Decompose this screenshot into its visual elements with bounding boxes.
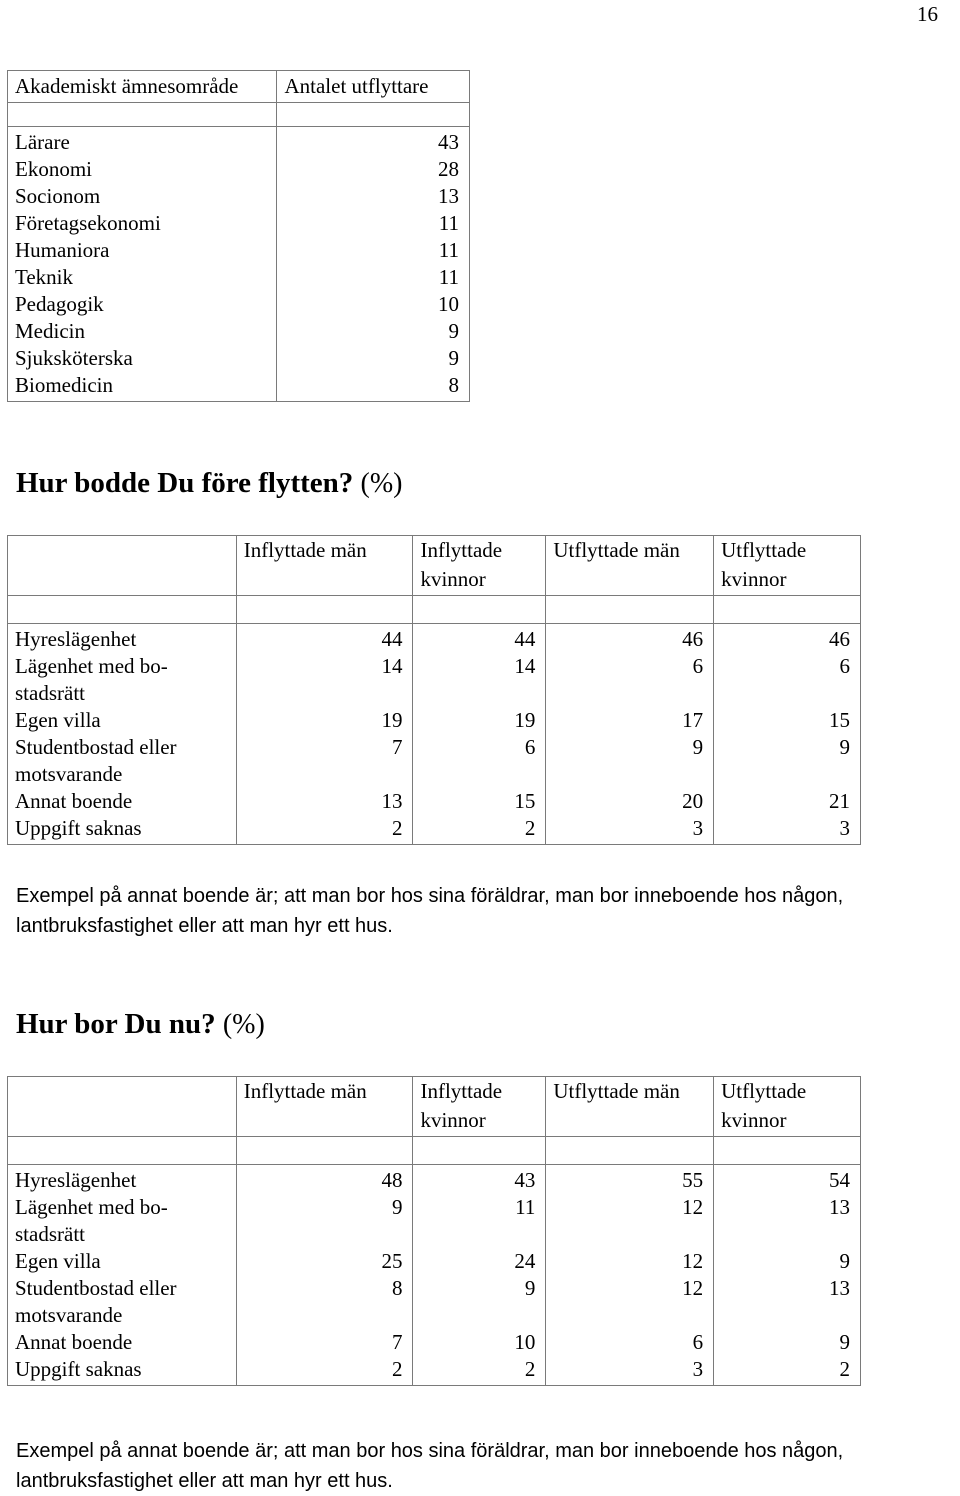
- row-value: 2: [524, 816, 536, 840]
- row-value: 19: [381, 708, 403, 732]
- subjects-value-column: [277, 127, 470, 402]
- row-label: Hyreslägenhet: [15, 1168, 137, 1192]
- row-value: 3: [692, 1357, 704, 1381]
- section2-header-utflyttade-man: Utflyttade män: [546, 1077, 714, 1137]
- section2-header-utflyttade-kvinnor: Utflyttade kvinnor: [714, 1077, 861, 1137]
- row-value: 13: [829, 1276, 850, 1300]
- row-value: 9: [524, 1276, 536, 1300]
- row-value: 6: [524, 735, 536, 759]
- section2-value-column-2: [413, 1165, 546, 1386]
- page-number: 16: [917, 2, 938, 26]
- subject-value: 13: [438, 184, 459, 208]
- subject-value: 10: [438, 292, 459, 316]
- row-value: 54: [829, 1168, 850, 1192]
- section1-unit: (%): [360, 468, 403, 499]
- row-value: 9: [839, 1249, 850, 1273]
- section2-heading: [16, 1008, 265, 1041]
- row-value: 2: [839, 1357, 850, 1381]
- section2-title: Hur bor Du nu?: [16, 1008, 216, 1040]
- row-value: 7: [391, 735, 403, 759]
- subject-value: 11: [438, 265, 459, 289]
- section2-note: Exempel på annat boende är; att man bor hos sina föräldrar, man bor inneboende hos någon, lantbruksfastighet eller att man hyr ett hus.: [16, 1440, 844, 1492]
- section1-heading: [16, 467, 403, 500]
- subject-label: Medicin: [15, 319, 85, 343]
- row-label: Egen villa: [15, 1249, 101, 1273]
- section1-spacer-row: [8, 596, 861, 624]
- subject-label: Ekonomi: [15, 157, 92, 181]
- subjects-body-row: [8, 127, 470, 402]
- section2-unit: (%): [222, 1009, 265, 1040]
- row-value: 12: [682, 1276, 704, 1300]
- row-value: 12: [682, 1195, 704, 1219]
- subject-value: 9: [448, 319, 459, 343]
- row-value: 21: [829, 789, 850, 813]
- section1-value-column-3: [546, 624, 714, 845]
- row-value: 15: [829, 708, 850, 732]
- section1-body-row: [8, 624, 861, 845]
- subjects-col2-header: Antalet utflyttare: [277, 71, 470, 103]
- row-value: 2: [391, 1357, 403, 1381]
- row-label: Annat boende: [15, 1330, 133, 1354]
- section1-value-column-4: [714, 624, 861, 845]
- subject-value: 9: [448, 346, 459, 370]
- section2-label-column: [8, 1165, 237, 1386]
- row-value: 2: [391, 816, 403, 840]
- section1-title: Hur bodde Du före flytten?: [16, 467, 354, 499]
- subject-value: 11: [438, 211, 459, 235]
- section2-header-inflyttade-man: Inflyttade män: [236, 1077, 413, 1137]
- subjects-table: [7, 70, 470, 402]
- row-value: 14: [514, 654, 536, 678]
- row-value: 13: [829, 1195, 850, 1219]
- section1-header-utflyttade-man: Utflyttade män: [546, 536, 714, 596]
- subject-label: Sjuksköterska: [15, 346, 133, 370]
- row-value: 46: [682, 627, 704, 651]
- subject-label: Teknik: [15, 265, 74, 289]
- row-value: 3: [692, 816, 704, 840]
- section2-header-row: [8, 1077, 861, 1137]
- subject-label: Pedagogik: [15, 292, 104, 316]
- row-value: 2: [524, 1357, 536, 1381]
- section1-header-row: [8, 536, 861, 596]
- row-value: 46: [829, 627, 850, 651]
- row-value: 24: [514, 1249, 536, 1273]
- row-label: Egen villa: [15, 708, 101, 732]
- section1-label-column: [8, 624, 237, 845]
- subject-label: Företagsekonomi: [15, 211, 161, 235]
- row-value: 20: [682, 789, 704, 813]
- row-value: 43: [514, 1168, 536, 1192]
- row-value: 15: [514, 789, 536, 813]
- row-label: Studentbostad eller motsvarande: [15, 1276, 177, 1327]
- row-label: Annat boende: [15, 789, 133, 813]
- row-value: 6: [692, 654, 704, 678]
- row-value: 6: [839, 654, 850, 678]
- section1-header-inflyttade-man: Inflyttade män: [236, 536, 413, 596]
- row-value: 19: [514, 708, 536, 732]
- row-value: 17: [682, 708, 704, 732]
- subject-value: 8: [448, 373, 459, 397]
- row-value: 9: [839, 1330, 850, 1354]
- section2-spacer-row: [8, 1137, 861, 1165]
- subjects-spacer-row: [8, 103, 470, 127]
- row-value: 6: [692, 1330, 704, 1354]
- subjects-header-row: [8, 71, 470, 103]
- section2-body-row: [8, 1165, 861, 1386]
- section1-header-utflyttade-kvinnor: Utflyttade kvinnor: [714, 536, 861, 596]
- section1-note: Exempel på annat boende är; att man bor hos sina föräldrar, man bor inneboende hos någon, lantbruksfastighet eller att man hyr ett hus.: [16, 885, 844, 937]
- row-value: 44: [514, 627, 536, 651]
- row-value: 48: [381, 1168, 403, 1192]
- subjects-label-column: [8, 127, 277, 402]
- section2-header-inflyttade-kvinnor: Inflyttade kvinnor: [413, 1077, 546, 1137]
- row-value: 44: [381, 627, 403, 651]
- section2-value-column-3: [546, 1165, 714, 1386]
- row-label: Uppgift saknas: [15, 1357, 142, 1381]
- row-label: Lägenhet med bo-stadsrätt: [15, 1195, 168, 1246]
- section2-value-column-4: [714, 1165, 861, 1386]
- row-label: Uppgift saknas: [15, 816, 142, 840]
- subject-label: Lärare: [15, 130, 70, 154]
- subject-label: Biomedicin: [15, 373, 113, 397]
- row-value: 55: [682, 1168, 704, 1192]
- subject-value: 28: [438, 157, 459, 181]
- row-value: 7: [391, 1330, 403, 1354]
- section1-header-inflyttade-kvinnor: Inflyttade kvinnor: [413, 536, 546, 596]
- row-value: 9: [692, 735, 704, 759]
- row-value: 9: [839, 735, 850, 759]
- row-label: Lägenhet med bo-stadsrätt: [15, 654, 168, 705]
- row-label: Studentbostad eller motsvarande: [15, 735, 177, 786]
- row-value: 13: [381, 789, 403, 813]
- subjects-col1-header: Akademiskt ämnesområde: [8, 71, 277, 103]
- row-label: Hyreslägenhet: [15, 627, 137, 651]
- row-value: 12: [682, 1249, 704, 1273]
- subject-label: Socionom: [15, 184, 101, 208]
- row-value: 11: [515, 1195, 536, 1219]
- section1-value-column-1: [236, 624, 413, 845]
- section1-table: [7, 535, 861, 845]
- subject-value: 11: [438, 238, 459, 262]
- row-value: 25: [381, 1249, 403, 1273]
- subject-value: 43: [438, 130, 459, 154]
- row-value: 9: [391, 1195, 403, 1219]
- section2-value-column-1: [236, 1165, 413, 1386]
- row-value: 3: [839, 816, 850, 840]
- row-value: 14: [381, 654, 403, 678]
- row-value: 8: [391, 1276, 403, 1300]
- section1-value-column-2: [413, 624, 546, 845]
- row-value: 10: [514, 1330, 536, 1354]
- subject-label: Humaniora: [15, 238, 110, 262]
- section2-table: [7, 1076, 861, 1386]
